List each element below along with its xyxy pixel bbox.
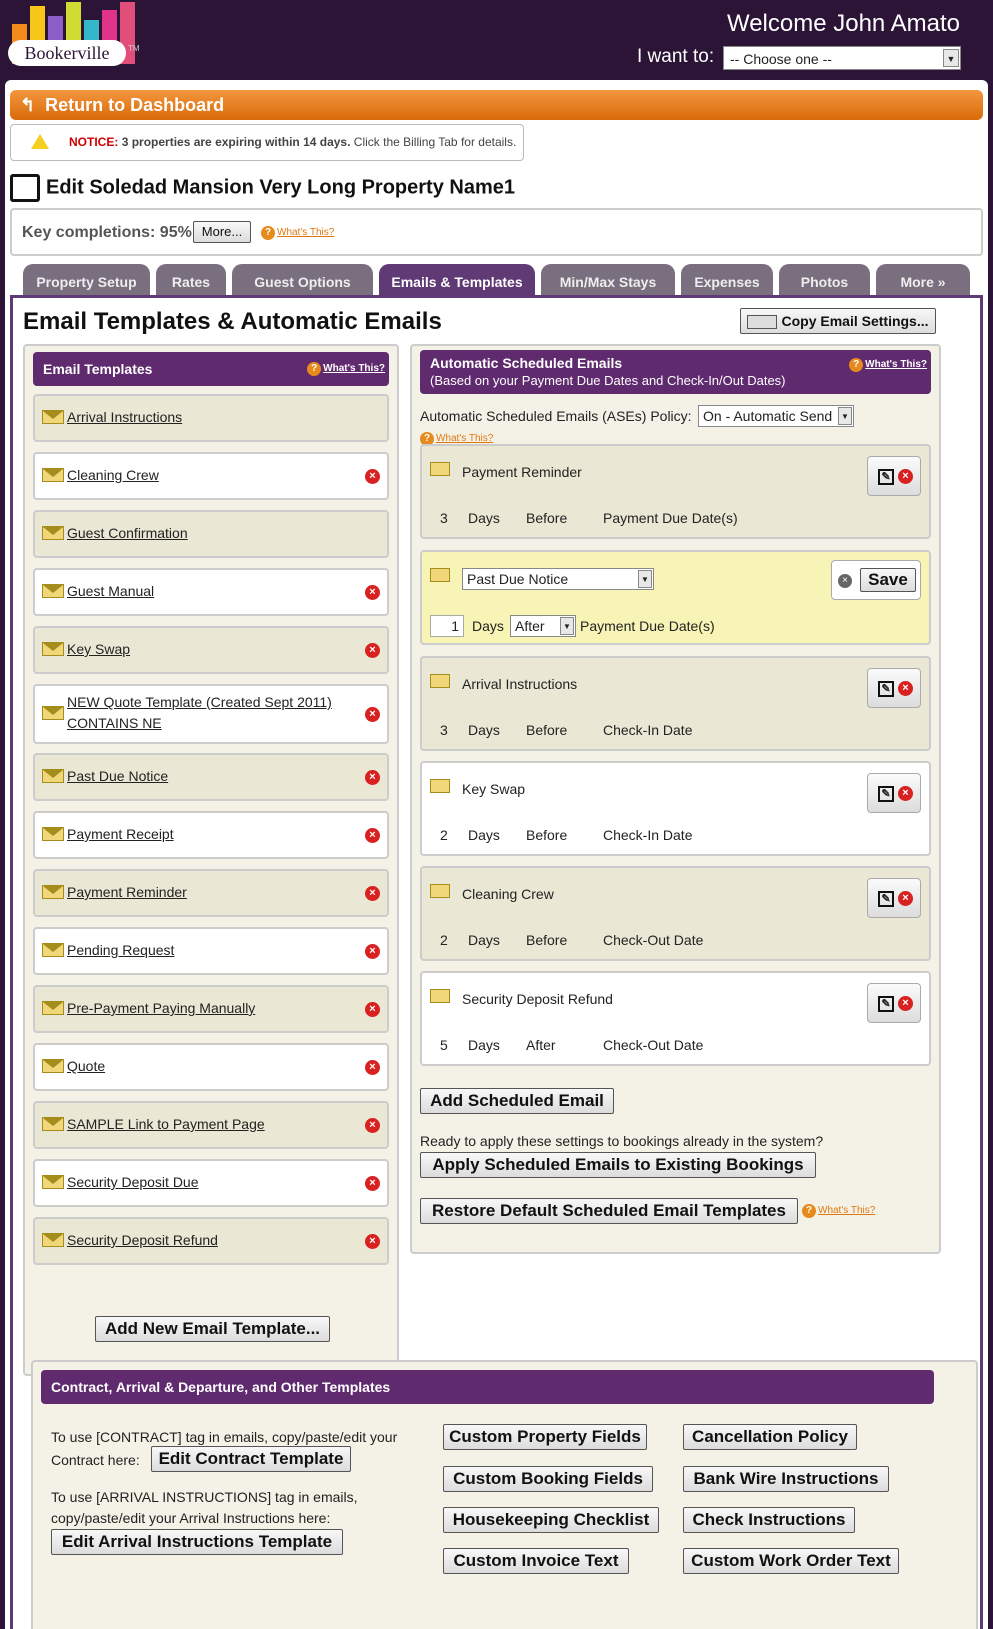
envelope-icon <box>42 1001 64 1015</box>
ase-actions <box>867 983 921 1023</box>
welcome-text: Welcome John Amato <box>726 10 960 37</box>
copy-icon <box>747 315 777 329</box>
page-title: Edit Soledad Mansion Very Long Property Name1 <box>10 174 515 202</box>
main-title: Email Templates & Automatic Emails <box>23 308 442 335</box>
arrival-text: To use [ARRIVAL INSTRUCTIONS] tag in emails, copy/paste/edit your Arrival Instructions here: <box>51 1489 358 1526</box>
restore-default-button[interactable]: Restore Default Scheduled Email Templates <box>420 1198 798 1224</box>
chevron-down-icon: ▼ <box>838 407 852 425</box>
cancellation-policy-button[interactable]: Cancellation Policy <box>683 1424 857 1450</box>
ase-name: Cleaning Crew <box>462 886 554 902</box>
email-templates-header: Email Templates ? What's This? <box>33 352 389 386</box>
delete-icon[interactable]: × <box>365 886 380 901</box>
ase-name: Key Swap <box>462 781 526 797</box>
custom-invoice-text-button[interactable]: Custom Invoice Text <box>443 1548 629 1574</box>
tab-expenses[interactable]: Expenses <box>681 264 773 298</box>
ase-when: Before <box>526 510 568 526</box>
template-item-payment-receipt <box>33 811 389 859</box>
add-scheduled-email-button[interactable]: Add Scheduled Email <box>420 1088 614 1114</box>
envelope-icon <box>42 526 64 540</box>
scheduled-email-icon <box>430 674 450 688</box>
warning-icon <box>31 134 49 149</box>
ase-days: 3 <box>440 722 448 738</box>
ase-save-group <box>831 560 921 600</box>
add-new-template-button[interactable]: Add New Email Template... <box>95 1316 330 1342</box>
delete-icon[interactable]: × <box>365 1118 380 1133</box>
ase-name: Payment Reminder <box>462 464 582 480</box>
ase-name: Security Deposit Refund <box>462 991 613 1007</box>
other-templates-header: Contract, Arrival & Departure, and Other Templates <box>41 1370 934 1404</box>
delete-icon[interactable]: × <box>365 1002 380 1017</box>
scheduled-email-icon <box>430 462 450 476</box>
envelope-icon <box>42 642 64 656</box>
delete-icon[interactable]: × <box>365 643 380 658</box>
ase-actions <box>867 456 921 496</box>
ase-header: Automatic Scheduled Emails (Based on your Payment Due Dates and Check-In/Out Dates) ? What's This? <box>420 350 931 394</box>
ase-item-arrival-instructions <box>420 656 931 751</box>
tab-property-setup[interactable]: Property Setup <box>23 264 150 298</box>
envelope-icon <box>42 827 64 841</box>
key-completions-label: Key completions: 95% <box>22 224 192 241</box>
template-link[interactable]: Pending Request <box>67 942 175 958</box>
template-link[interactable]: Pre-Payment Paying Manually <box>67 1000 256 1016</box>
template-link[interactable]: Guest Manual <box>67 583 155 599</box>
save-button[interactable]: Save <box>860 568 916 592</box>
envelope-icon <box>42 1059 64 1073</box>
template-item-guest-manual <box>33 568 389 616</box>
ase-ref: Check-Out Date <box>603 932 704 948</box>
template-item-new-quote-template-created-sept-2011-contains-ne <box>33 684 389 744</box>
tab-emails-templates[interactable]: Emails & Templates <box>379 264 535 298</box>
chevron-down-icon: ▼ <box>560 617 574 635</box>
ase-unit: Days <box>468 932 500 948</box>
envelope-icon <box>42 885 64 899</box>
template-link[interactable]: Security Deposit Refund <box>67 1232 218 1248</box>
template-item-past-due-notice <box>33 753 389 801</box>
chevron-down-icon: ▼ <box>943 49 959 67</box>
email-templates-panel <box>23 344 399 1376</box>
delete-icon[interactable]: × <box>898 681 913 696</box>
edit-contract-button[interactable]: Edit Contract Template <box>151 1446 351 1472</box>
ase-ref: Payment Due Date(s) <box>603 510 738 526</box>
ase-policy-label: Automatic Scheduled Emails (ASEs) Policy: <box>420 408 692 424</box>
ase-days: 2 <box>440 932 448 948</box>
edit-arrival-button[interactable]: Edit Arrival Instructions Template <box>51 1529 343 1555</box>
ase-when-select[interactable]: After ▼ <box>510 615 576 637</box>
ase-days: 5 <box>440 1037 448 1053</box>
envelope-icon <box>42 769 64 783</box>
template-item-arrival-instructions <box>33 394 389 442</box>
template-link[interactable]: Past Due Notice <box>67 768 169 784</box>
ase-item-payment-reminder <box>420 444 931 539</box>
template-item-sample-link-to-payment-page <box>33 1101 389 1149</box>
key-completions-box <box>10 208 983 256</box>
more-button[interactable]: More... <box>193 221 251 243</box>
template-link[interactable]: SAMPLE Link to Payment Page <box>67 1116 265 1132</box>
custom-property-fields-button[interactable]: Custom Property Fields <box>443 1424 647 1450</box>
ase-ref: Check-Out Date <box>603 1037 704 1053</box>
envelope-icon <box>42 468 64 482</box>
other-templates-panel <box>31 1360 978 1629</box>
ase-unit: Days <box>468 827 500 843</box>
ase-ref: Payment Due Date(s) <box>580 618 715 634</box>
ase-ref: Check-In Date <box>603 827 693 843</box>
apply-text: Ready to apply these settings to bookings already in the system? <box>420 1133 824 1149</box>
tab-min-max-stays[interactable]: Min/Max Stays <box>541 264 675 298</box>
template-item-guest-confirmation <box>33 510 389 558</box>
scheduled-email-icon <box>430 568 450 582</box>
custom-work-order-text-button[interactable]: Custom Work Order Text <box>683 1548 899 1574</box>
envelope-icon <box>42 1175 64 1189</box>
template-link[interactable]: Security Deposit Due <box>67 1174 199 1190</box>
chevron-down-icon: ▼ <box>638 570 652 588</box>
ase-item-cleaning-crew <box>420 866 931 961</box>
delete-icon[interactable]: × <box>898 996 913 1011</box>
template-link[interactable]: Payment Reminder <box>67 884 187 900</box>
tab-photos[interactable]: Photos <box>779 264 870 298</box>
ase-unit: Days <box>472 618 504 634</box>
contract-text: To use [CONTRACT] tag in emails, copy/paste/edit your Contract here: <box>51 1429 398 1468</box>
ase-unit: Days <box>468 722 500 738</box>
envelope-icon <box>42 943 64 957</box>
template-item-payment-reminder <box>33 869 389 917</box>
bookerville-logo[interactable]: Bookerville TM <box>4 0 142 78</box>
template-link[interactable]: Quote <box>67 1058 106 1074</box>
whats-this-link[interactable]: ? What's This? <box>307 352 385 386</box>
check-instructions-button[interactable]: Check Instructions <box>683 1507 855 1533</box>
template-item-security-deposit-due <box>33 1159 389 1207</box>
delete-icon[interactable]: × <box>365 770 380 785</box>
iwant-label: I want to: <box>637 46 715 67</box>
envelope-icon <box>42 584 64 598</box>
edit-icon[interactable]: ✎ <box>878 469 894 485</box>
notice-box: NOTICE: 3 properties are expiring within 14 days. Click the Billing Tab for details. <box>10 124 524 161</box>
ase-when: After <box>526 1037 556 1053</box>
ase-unit: Days <box>468 1037 500 1053</box>
delete-icon[interactable]: × <box>365 1176 380 1191</box>
copy-email-settings-button[interactable]: Copy Email Settings... <box>740 308 936 334</box>
ase-when: Before <box>526 722 568 738</box>
page-body <box>5 80 988 1629</box>
template-link[interactable]: NEW Quote Template (Created Sept 2011) CONTAINS NE <box>67 694 332 731</box>
main-panel <box>10 295 983 1629</box>
custom-booking-fields-button[interactable]: Custom Booking Fields <box>443 1466 653 1492</box>
edit-icon[interactable]: ✎ <box>878 681 894 697</box>
scheduled-email-icon <box>430 779 450 793</box>
delete-icon[interactable]: × <box>365 707 380 722</box>
ase-item-key-swap <box>420 761 931 856</box>
edit-icon[interactable]: ✎ <box>878 786 894 802</box>
bank-wire-instructions-button[interactable]: Bank Wire Instructions <box>683 1466 889 1492</box>
brand-name: Bookerville <box>8 40 126 66</box>
return-dashboard-button[interactable]: ↰ Return to Dashboard <box>10 90 983 120</box>
ase-days-input[interactable]: 1 <box>430 615 464 637</box>
ase-edit-row <box>420 550 931 645</box>
delete-icon[interactable]: × <box>898 469 913 484</box>
ase-actions <box>867 878 921 918</box>
template-link[interactable]: Payment Receipt <box>67 826 174 842</box>
delete-icon[interactable]: × <box>365 1060 380 1075</box>
ase-name: Arrival Instructions <box>462 676 578 692</box>
ase-template-select[interactable]: Past Due Notice ▼ <box>462 568 654 590</box>
ase-days: 2 <box>440 827 448 843</box>
tab-more[interactable]: More » <box>876 264 970 298</box>
whats-this-link[interactable]: ? What's This? <box>420 432 493 446</box>
tab-rates[interactable]: Rates <box>156 264 226 298</box>
whats-this-link[interactable]: ? What's This? <box>802 1204 875 1218</box>
template-link[interactable]: Arrival Instructions <box>67 409 183 425</box>
edit-icon[interactable]: ✎ <box>878 891 894 907</box>
whats-this-link[interactable]: ? What's This? <box>849 356 927 374</box>
template-item-pending-request <box>33 927 389 975</box>
delete-icon[interactable]: × <box>365 944 380 959</box>
ase-when: Before <box>526 932 568 948</box>
envelope-icon <box>42 706 64 720</box>
iwant-select[interactable]: -- Choose one -- ▼ <box>723 46 961 70</box>
scheduled-email-icon <box>430 989 450 1003</box>
house-icon <box>10 174 40 202</box>
ase-ref: Check-In Date <box>603 722 693 738</box>
template-link[interactable]: Key Swap <box>67 641 131 657</box>
ase-actions <box>867 668 921 708</box>
housekeeping-checklist-button[interactable]: Housekeeping Checklist <box>443 1507 659 1533</box>
template-item-security-deposit-refund <box>33 1217 389 1265</box>
delete-icon[interactable]: × <box>898 786 913 801</box>
delete-icon[interactable]: × <box>365 1234 380 1249</box>
template-item-pre-payment-paying-manually <box>33 985 389 1033</box>
whats-this-link[interactable]: ? What's This? <box>261 226 334 240</box>
envelope-icon <box>42 1117 64 1131</box>
delete-icon[interactable]: × <box>365 469 380 484</box>
edit-icon[interactable]: ✎ <box>878 996 894 1012</box>
template-item-quote <box>33 1043 389 1091</box>
header-bar <box>0 0 993 80</box>
envelope-icon <box>42 1233 64 1247</box>
tab-bar <box>23 264 993 298</box>
ase-panel <box>410 344 941 1254</box>
ase-days: 3 <box>440 510 448 526</box>
ase-unit: Days <box>468 510 500 526</box>
apply-scheduled-emails-button[interactable]: Apply Scheduled Emails to Existing Bookings <box>420 1152 816 1178</box>
ase-policy-select[interactable]: On - Automatic Send ▼ <box>698 405 854 427</box>
delete-icon[interactable]: × <box>365 828 380 843</box>
scheduled-email-icon <box>430 884 450 898</box>
template-item-key-swap <box>33 626 389 674</box>
return-arrow-icon: ↰ <box>20 95 36 115</box>
envelope-icon <box>42 410 64 424</box>
delete-icon[interactable]: × <box>898 891 913 906</box>
ase-item-security-deposit-refund <box>420 971 931 1066</box>
template-link[interactable]: Cleaning Crew <box>67 467 159 483</box>
ase-actions <box>867 773 921 813</box>
tab-guest-options[interactable]: Guest Options <box>232 264 373 298</box>
delete-icon[interactable]: × <box>365 585 380 600</box>
cancel-icon[interactable]: × <box>838 574 852 588</box>
template-link[interactable]: Guest Confirmation <box>67 525 188 541</box>
ase-when: Before <box>526 827 568 843</box>
template-item-cleaning-crew <box>33 452 389 500</box>
